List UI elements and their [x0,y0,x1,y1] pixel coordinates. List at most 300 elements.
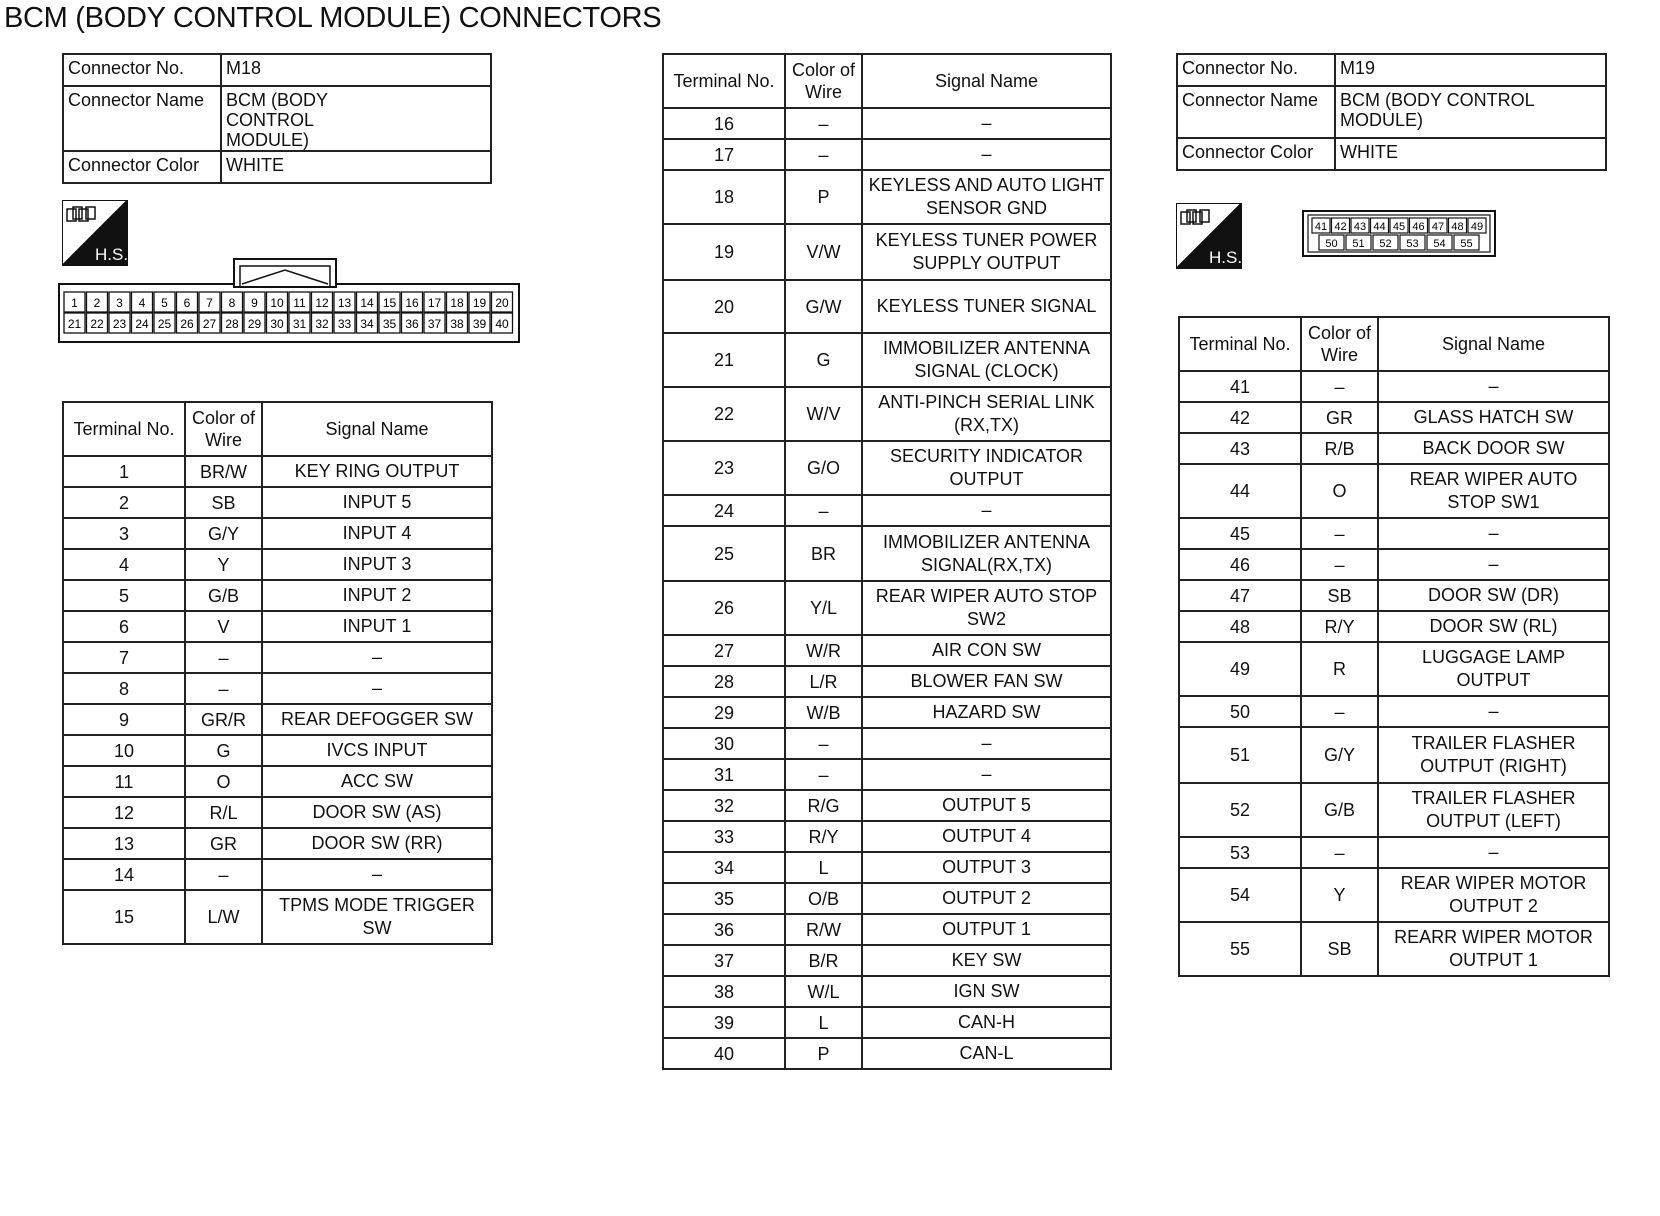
pin-label: 37 [427,317,442,331]
table-row [1179,642,1609,696]
pin-label: 10 [270,296,284,310]
wire-color-cell: GR/R [185,704,262,735]
pin-label: 49 [1470,221,1484,233]
terminal-no-cell: 19 [663,224,785,280]
wire-color-cell: G/Y [185,518,262,549]
pin-label: 1 [71,296,78,310]
pin-label: 13 [337,296,352,310]
table-row [663,697,1111,728]
pin-label: 25 [157,317,172,331]
pin-label: 16 [405,296,419,310]
wire-color-cell: G/O [785,441,862,495]
terminal-no-cell: 17 [663,139,785,170]
signal-name-header: Signal Name [262,402,492,456]
table-row [1179,580,1609,611]
terminal-no-cell: 24 [663,495,785,526]
terminal-no-cell: 33 [663,821,785,852]
signal-name-cell: OUTPUT 4 [862,821,1111,852]
wire-color-cell: GR [185,828,262,859]
table-row [663,945,1111,976]
terminal-no-cell: 36 [663,914,785,945]
terminal-no-cell: 53 [1179,837,1301,868]
wire-color-cell: G/Y [1301,727,1378,783]
table-row [1179,464,1609,518]
terminal-no-cell: 2 [63,487,185,518]
signal-name-cell: – [862,139,1111,170]
wire-color-cell: – [785,759,862,790]
table-row [63,890,492,944]
table-row [663,759,1111,790]
pin-label: 55 [1460,238,1473,250]
wire-color-cell: G/B [1301,783,1378,837]
signal-name-cell: BACK DOOR SW [1378,433,1609,464]
pin-label: 48 [1451,221,1464,233]
wire-color-cell: BR [785,526,862,581]
signal-name-cell: – [862,728,1111,759]
m19-connector-name: BCM (BODY CONTROL MODULE) [1335,86,1606,138]
pin-label: 9 [251,296,258,310]
wire-color-cell: R/Y [785,821,862,852]
signal-name-cell: – [1378,371,1609,402]
connector-color-label: Connector Color [1177,138,1335,170]
m18-connector-name: BCM (BODY CONTROL MODULE) [221,86,491,151]
wire-color-cell: – [785,728,862,759]
table-row [663,387,1111,441]
wire-color-cell: GR [1301,402,1378,433]
pin-label: 31 [292,317,307,331]
terminal-no-cell: 28 [663,666,785,697]
pin-label: 42 [1334,221,1347,233]
terminal-no-cell: 7 [63,642,185,673]
terminal-no-cell: 4 [63,549,185,580]
terminal-no-cell: 32 [663,790,785,821]
hs-connector-icon [62,200,128,266]
signal-name-cell: INPUT 4 [262,518,492,549]
terminal-no-cell: 14 [63,859,185,890]
table-row [63,704,492,735]
terminal-no-cell: 39 [663,1007,785,1038]
terminal-no-header: Terminal No. [63,402,185,456]
signal-name-cell: DOOR SW (RR) [262,828,492,859]
pin-label: 43 [1353,221,1367,233]
terminal-no-cell: 48 [1179,611,1301,642]
pin-label: 51 [1352,238,1365,250]
terminal-no-cell: 15 [63,890,185,944]
signal-name-header: Signal Name [1378,317,1609,371]
m18-connector-no: M18 [221,54,491,86]
color-of-wire-header: Color of Wire [185,402,262,456]
terminal-no-header: Terminal No. [663,54,785,108]
terminal-no-cell: 18 [663,170,785,224]
wire-color-cell: R/W [785,914,862,945]
signal-name-header: Signal Name [862,54,1111,108]
table-row [663,1038,1111,1069]
signal-name-cell: – [262,642,492,673]
wire-color-cell: W/V [785,387,862,441]
table-row [663,728,1111,759]
terminal-no-cell: 26 [663,581,785,635]
pin-label: 24 [135,317,149,331]
terminal-no-cell: 30 [663,728,785,759]
terminal-no-cell: 47 [1179,580,1301,611]
connector-color-label: Connector Color [63,151,221,183]
connector-no-label: Connector No. [1177,54,1335,86]
table-row [663,170,1111,224]
signal-name-cell: OUTPUT 2 [862,883,1111,914]
pin-label: 8 [228,296,236,310]
pin-label: 50 [1325,238,1338,250]
wire-color-cell: L/W [185,890,262,944]
table-row [1179,549,1609,580]
signal-name-cell: INPUT 5 [262,487,492,518]
wire-color-cell: – [1301,696,1378,727]
signal-name-cell: INPUT 3 [262,549,492,580]
table-row [1179,783,1609,837]
terminal-no-cell: 43 [1179,433,1301,464]
signal-name-cell: INPUT 1 [262,611,492,642]
wire-color-cell: SB [1301,580,1378,611]
signal-name-cell: REAR WIPER AUTO STOP SW2 [862,581,1111,635]
terminal-no-cell: 8 [63,673,185,704]
signal-name-cell: – [1378,518,1609,549]
pin-label: 12 [315,296,329,310]
signal-name-cell: GLASS HATCH SW [1378,402,1609,433]
table-row [63,859,492,890]
signal-name-cell: – [262,859,492,890]
connector-name-label: Connector Name [63,86,221,151]
signal-name-cell: DOOR SW (AS) [262,797,492,828]
pin-label: 29 [247,317,262,331]
table-row [663,914,1111,945]
terminal-no-header: Terminal No. [1179,317,1301,371]
pin-label: 6 [183,296,191,310]
signal-name-cell: – [1378,837,1609,868]
signal-name-cell: KEYLESS TUNER POWER SUPPLY OUTPUT [862,224,1111,280]
wire-color-cell: G [185,735,262,766]
table-row [63,611,492,642]
page-title: BCM (BODY CONTROL MODULE) CONNECTORS [4,2,662,34]
table-row [663,883,1111,914]
signal-name-cell: REAR WIPER MOTOR OUTPUT 2 [1378,868,1609,922]
m19-connector-pin-diagram [1302,210,1502,260]
table-row [1179,922,1609,976]
hs-label: H.S. [95,245,128,264]
wire-color-cell: R/G [785,790,862,821]
signal-name-cell: – [262,673,492,704]
wire-color-cell: R [1301,642,1378,696]
pin-label: 17 [427,296,442,310]
signal-name-cell: AIR CON SW [862,635,1111,666]
wire-color-cell: – [785,108,862,139]
connector-name-label: Connector Name [1177,86,1335,138]
terminal-no-cell: 20 [663,280,785,333]
terminal-no-cell: 13 [63,828,185,859]
pin-label: 28 [225,317,239,331]
table-row [63,456,492,487]
signal-name-cell: OUTPUT 3 [862,852,1111,883]
wire-color-cell: L [785,1007,862,1038]
wire-color-cell: – [785,139,862,170]
m19-terminal-table [1178,316,1610,977]
signal-name-cell: TPMS MODE TRIGGER SW [262,890,492,944]
terminal-no-cell: 5 [63,580,185,611]
terminal-no-cell: 54 [1179,868,1301,922]
signal-name-cell: IMMOBILIZER ANTENNA SIGNAL(RX,TX) [862,526,1111,581]
pin-label: 27 [202,317,217,331]
pin-label: 44 [1373,221,1386,233]
terminal-no-cell: 52 [1179,783,1301,837]
table-row [663,976,1111,1007]
table-row [1179,371,1609,402]
pin-label: 46 [1412,221,1425,233]
signal-name-cell: TRAILER FLASHER OUTPUT (RIGHT) [1378,727,1609,783]
table-row [663,108,1111,139]
table-row [1179,611,1609,642]
terminal-no-cell: 44 [1179,464,1301,518]
wire-color-cell: G/W [785,280,862,333]
m18-connector-color: WHITE [221,151,491,183]
signal-name-cell: SECURITY INDICATOR OUTPUT [862,441,1111,495]
signal-name-cell: REARR WIPER MOTOR OUTPUT 1 [1378,922,1609,976]
pin-label: 34 [360,317,374,331]
table-row [663,441,1111,495]
terminal-no-cell: 22 [663,387,785,441]
terminal-no-cell: 10 [63,735,185,766]
terminal-no-cell: 45 [1179,518,1301,549]
color-of-wire-header: Color of Wire [785,54,862,108]
signal-name-cell: HAZARD SW [862,697,1111,728]
signal-name-cell: – [862,495,1111,526]
terminal-no-cell: 37 [663,945,785,976]
pin-label: 30 [270,317,284,331]
signal-name-cell: IMMOBILIZER ANTENNA SIGNAL (CLOCK) [862,333,1111,387]
wire-color-cell: – [185,642,262,673]
pin-label: 5 [161,296,168,310]
m18-terminal-table-2 [662,53,1112,1070]
signal-name-cell: – [1378,549,1609,580]
hs-connector-icon [1176,203,1242,269]
terminal-no-cell: 3 [63,518,185,549]
wire-color-cell: G/B [185,580,262,611]
terminal-no-cell: 55 [1179,922,1301,976]
table-row [1179,727,1609,783]
pin-label: 22 [90,317,104,331]
pin-label: 2 [93,296,101,310]
pin-label: 19 [472,296,487,310]
pin-label: 47 [1431,221,1445,233]
pin-label: 35 [382,317,397,331]
m18-connector-pin-diagram [58,258,534,350]
table-row [63,487,492,518]
wire-color-cell: SB [1301,922,1378,976]
table-row [1179,868,1609,922]
table-row [63,735,492,766]
signal-name-cell: DOOR SW (RL) [1378,611,1609,642]
pin-label: 18 [450,296,464,310]
pin-label: 52 [1379,238,1392,250]
pin-label: 38 [450,317,464,331]
terminal-no-cell: 23 [663,441,785,495]
connector-no-label: Connector No. [63,54,221,86]
table-row [63,549,492,580]
pin-label: 20 [495,296,509,310]
table-row [663,333,1111,387]
table-row [663,1007,1111,1038]
signal-name-cell: CAN-L [862,1038,1111,1069]
terminal-no-cell: 49 [1179,642,1301,696]
table-row [63,518,492,549]
pin-label: 53 [1406,238,1419,250]
table-row [1179,696,1609,727]
pin-label: 26 [180,317,194,331]
signal-name-cell: DOOR SW (DR) [1378,580,1609,611]
terminal-no-cell: 16 [663,108,785,139]
table-row [663,635,1111,666]
table-row [663,581,1111,635]
pin-label: 41 [1314,221,1328,233]
connector-latch [234,259,336,287]
wire-color-cell: R/L [185,797,262,828]
table-row [663,280,1111,333]
wire-color-cell: Y/L [785,581,862,635]
terminal-no-cell: 42 [1179,402,1301,433]
wire-color-cell: – [1301,837,1378,868]
m19-info-table [1176,53,1607,171]
terminal-no-cell: 41 [1179,371,1301,402]
signal-name-cell: – [1378,696,1609,727]
signal-name-cell: OUTPUT 1 [862,914,1111,945]
signal-name-cell: – [862,108,1111,139]
table-row [663,495,1111,526]
wire-color-cell: O [1301,464,1378,518]
signal-name-cell: CAN-H [862,1007,1111,1038]
table-row [663,852,1111,883]
table-row [63,642,492,673]
wire-color-cell: O [185,766,262,797]
wire-color-cell: B/R [785,945,862,976]
wire-color-cell: L/R [785,666,862,697]
signal-name-cell: KEY SW [862,945,1111,976]
terminal-no-cell: 25 [663,526,785,581]
wire-color-cell: – [1301,549,1378,580]
wire-color-cell: O/B [785,883,862,914]
m19-connector-color: WHITE [1335,138,1606,170]
pin-label: 11 [293,296,306,310]
pin-label: 3 [116,296,123,310]
table-row [663,526,1111,581]
wire-color-cell: P [785,1038,862,1069]
signal-name-cell: KEY RING OUTPUT [262,456,492,487]
signal-name-cell: BLOWER FAN SW [862,666,1111,697]
pin-label: 15 [382,296,397,310]
table-row [1179,402,1609,433]
wire-color-cell: W/B [785,697,862,728]
signal-name-cell: ANTI-PINCH SERIAL LINK (RX,TX) [862,387,1111,441]
wire-color-cell: V/W [785,224,862,280]
terminal-no-cell: 46 [1179,549,1301,580]
terminal-no-cell: 1 [63,456,185,487]
pin-label: 7 [206,296,213,310]
wire-color-cell: Y [185,549,262,580]
terminal-no-cell: 11 [63,766,185,797]
wire-color-cell: R/Y [1301,611,1378,642]
pin-label: 36 [405,317,419,331]
signal-name-cell: TRAILER FLASHER OUTPUT (LEFT) [1378,783,1609,837]
wire-color-cell: R/B [1301,433,1378,464]
table-row [663,821,1111,852]
signal-name-cell: INPUT 2 [262,580,492,611]
pin-label: 14 [360,296,374,310]
table-row [663,790,1111,821]
wire-color-cell: – [185,859,262,890]
signal-name-cell: OUTPUT 5 [862,790,1111,821]
terminal-no-cell: 35 [663,883,785,914]
table-row [63,580,492,611]
pin-label: 32 [315,317,329,331]
pin-label: 33 [337,317,352,331]
wire-color-cell: P [785,170,862,224]
signal-name-cell: KEYLESS TUNER SIGNAL [862,280,1111,333]
signal-name-cell: IGN SW [862,976,1111,1007]
wire-color-cell: L [785,852,862,883]
wire-color-cell: G [785,333,862,387]
signal-name-cell: – [862,759,1111,790]
table-row [1179,433,1609,464]
pin-label: 40 [495,317,509,331]
table-row [63,797,492,828]
wire-color-cell: W/R [785,635,862,666]
table-row [663,666,1111,697]
pin-label: 54 [1433,238,1446,250]
table-row [63,673,492,704]
signal-name-cell: REAR WIPER AUTO STOP SW1 [1378,464,1609,518]
table-row [63,828,492,859]
m18-info-table [62,53,492,184]
wire-color-cell: BR/W [185,456,262,487]
wire-color-cell: – [185,673,262,704]
wire-color-cell: – [1301,518,1378,549]
terminal-no-cell: 29 [663,697,785,728]
table-row [663,139,1111,170]
signal-name-cell: IVCS INPUT [262,735,492,766]
terminal-no-cell: 27 [663,635,785,666]
terminal-no-cell: 40 [663,1038,785,1069]
signal-name-cell: LUGGAGE LAMP OUTPUT [1378,642,1609,696]
table-row [1179,518,1609,549]
wire-color-cell: – [785,495,862,526]
terminal-no-cell: 51 [1179,727,1301,783]
wire-color-cell: V [185,611,262,642]
hs-label: H.S. [1209,248,1242,267]
table-row [63,766,492,797]
pin-label: 39 [472,317,487,331]
terminal-no-cell: 12 [63,797,185,828]
signal-name-cell: REAR DEFOGGER SW [262,704,492,735]
wire-color-cell: Y [1301,868,1378,922]
pin-label: 4 [138,296,146,310]
wire-color-cell: SB [185,487,262,518]
terminal-no-cell: 38 [663,976,785,1007]
wire-color-cell: – [1301,371,1378,402]
terminal-no-cell: 50 [1179,696,1301,727]
pin-label: 23 [112,317,127,331]
m18-terminal-table-1 [62,401,493,945]
table-row [1179,837,1609,868]
signal-name-cell: KEYLESS AND AUTO LIGHT SENSOR GND [862,170,1111,224]
terminal-no-cell: 6 [63,611,185,642]
pin-label: 45 [1392,221,1406,233]
terminal-no-cell: 21 [663,333,785,387]
